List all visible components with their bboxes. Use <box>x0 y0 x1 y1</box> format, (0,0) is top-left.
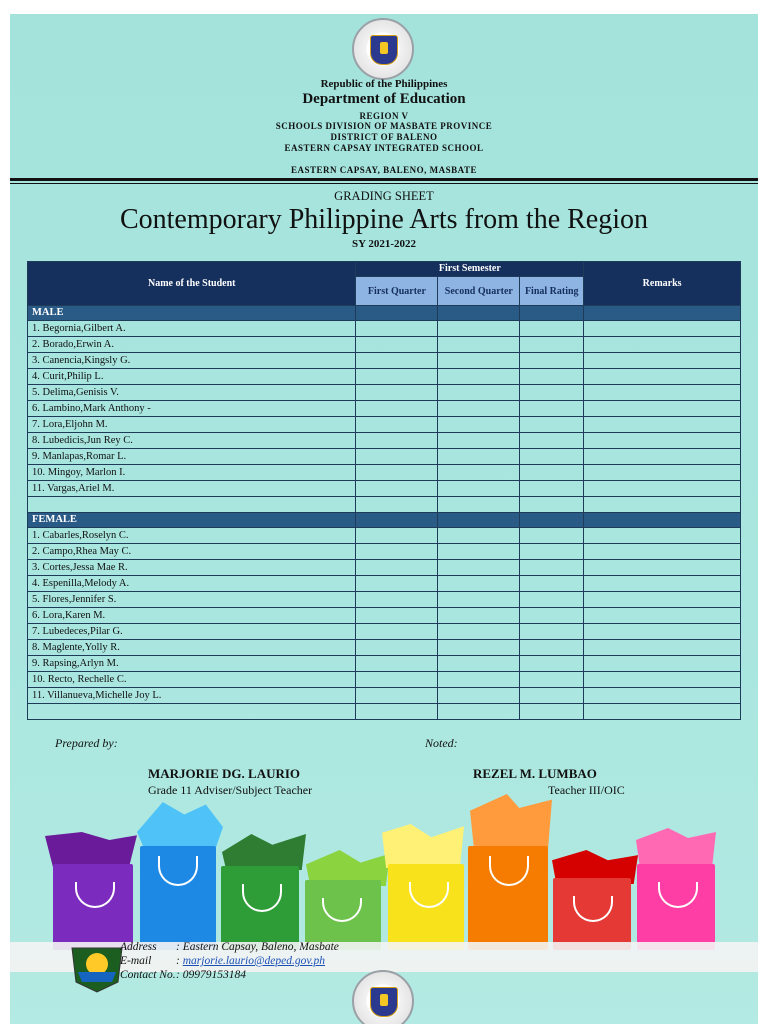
final-rating-cell[interactable] <box>520 640 584 656</box>
student-name: 9. Manlapas,Romar L. <box>28 449 356 465</box>
blue-tissue <box>137 802 223 852</box>
grades-table-body <box>28 306 741 720</box>
first-quarter-cell[interactable] <box>356 544 438 560</box>
second-quarter-cell[interactable] <box>438 401 520 417</box>
first-quarter-cell[interactable] <box>356 640 438 656</box>
first-quarter-cell[interactable] <box>356 560 438 576</box>
green-tissue <box>222 834 306 870</box>
student-row <box>28 656 741 672</box>
second-quarter-cell[interactable] <box>438 608 520 624</box>
second-quarter-cell[interactable] <box>438 576 520 592</box>
section-cell <box>584 513 741 528</box>
final-rating-cell[interactable] <box>520 337 584 353</box>
first-quarter-cell[interactable] <box>356 576 438 592</box>
section-row <box>28 306 741 321</box>
student-name: 6. Lambino,Mark Anthony - <box>28 401 356 417</box>
grading-sheet-page <box>10 14 758 1024</box>
first-quarter-cell[interactable] <box>356 433 438 449</box>
section-cell <box>520 513 584 528</box>
phone-line: Contact No.: 09979153184 <box>120 969 246 981</box>
remarks-cell[interactable] <box>584 337 741 353</box>
second-quarter-cell[interactable] <box>438 592 520 608</box>
remarks-cell[interactable] <box>584 544 741 560</box>
final-rating-cell[interactable] <box>520 369 584 385</box>
student-row <box>28 560 741 576</box>
student-row <box>28 688 741 704</box>
deped-seal-bottom <box>352 970 414 1024</box>
second-quarter-cell[interactable] <box>438 560 520 576</box>
first-quarter-cell[interactable] <box>356 608 438 624</box>
student-row <box>28 544 741 560</box>
student-name: 3. Cortes,Jessa Mae R. <box>28 560 356 576</box>
second-quarter-cell[interactable] <box>438 465 520 481</box>
student-row <box>28 640 741 656</box>
first-quarter-cell[interactable] <box>356 481 438 497</box>
remarks-cell[interactable] <box>584 528 741 544</box>
blank-row <box>28 704 741 720</box>
final-rating-cell[interactable] <box>520 433 584 449</box>
remarks-cell[interactable] <box>584 385 741 401</box>
header-divider-thick <box>10 178 758 181</box>
student-row <box>28 369 741 385</box>
final-rating-cell[interactable] <box>520 481 584 497</box>
first-quarter-cell[interactable] <box>356 624 438 640</box>
section-cell <box>520 306 584 321</box>
remarks-cell[interactable] <box>584 592 741 608</box>
remarks-cell[interactable] <box>584 481 741 497</box>
student-name: 10. Recto, Rechelle C. <box>28 672 356 688</box>
section-label: FEMALE <box>28 513 356 528</box>
final-rating-cell[interactable] <box>520 385 584 401</box>
first-quarter-cell[interactable] <box>356 465 438 481</box>
first-quarter-cell[interactable] <box>356 337 438 353</box>
school-line: EASTERN CAPSAY INTEGRATED SCHOOL <box>284 143 484 153</box>
first-quarter-cell[interactable] <box>356 321 438 337</box>
school-year: SY 2021-2022 <box>351 238 417 250</box>
blank-cell <box>438 704 520 720</box>
student-row <box>28 465 741 481</box>
final-rating-cell[interactable] <box>520 656 584 672</box>
student-row <box>28 624 741 640</box>
col-header-second-quarter: Second Quarter <box>438 277 520 306</box>
preparer-title: Grade 11 Adviser/Subject Teacher <box>148 783 313 797</box>
address-label: Address <box>120 941 157 953</box>
student-row <box>28 576 741 592</box>
section-cell <box>584 306 741 321</box>
school-address-line: EASTERN CAPSAY, BALENO, MASBATE <box>291 165 477 175</box>
remarks-cell[interactable] <box>584 433 741 449</box>
student-row <box>28 417 741 433</box>
second-quarter-cell[interactable] <box>438 640 520 656</box>
phone-value: 09979153184 <box>182 969 246 981</box>
second-quarter-cell[interactable] <box>438 353 520 369</box>
final-rating-cell[interactable] <box>520 560 584 576</box>
remarks-cell[interactable] <box>584 401 741 417</box>
section-cell <box>438 513 520 528</box>
blank-cell <box>356 497 438 513</box>
student-row <box>28 608 741 624</box>
student-name: 10. Mingoy, Marlon I. <box>28 465 356 481</box>
remarks-cell[interactable] <box>584 321 741 337</box>
prepared-by-label: Prepared by: <box>55 736 118 750</box>
second-quarter-cell[interactable] <box>438 337 520 353</box>
remarks-cell[interactable] <box>584 656 741 672</box>
shopping-bags-illustration <box>10 794 758 964</box>
first-quarter-cell[interactable] <box>356 385 438 401</box>
remarks-cell[interactable] <box>584 640 741 656</box>
remarks-cell[interactable] <box>584 688 741 704</box>
second-quarter-cell[interactable] <box>438 417 520 433</box>
first-quarter-cell[interactable] <box>356 528 438 544</box>
noter-name: REZEL M. LUMBAO <box>473 766 597 781</box>
email-label: E-mail <box>120 955 152 967</box>
final-rating-cell[interactable] <box>520 449 584 465</box>
final-rating-cell[interactable] <box>520 353 584 369</box>
first-quarter-cell[interactable] <box>356 449 438 465</box>
student-row <box>28 401 741 417</box>
second-quarter-cell[interactable] <box>438 528 520 544</box>
deped-seal-bottom-emblem <box>370 987 398 1017</box>
subject-title: Contemporary Philippine Arts from the Region <box>119 204 649 235</box>
student-name: 9. Rapsing,Arlyn M. <box>28 656 356 672</box>
student-name: 8. Maglente,Yolly R. <box>28 640 356 656</box>
blank-cell <box>584 497 741 513</box>
student-name: 2. Campo,Rhea May C. <box>28 544 356 560</box>
student-name: 11. Vargas,Ariel M. <box>28 481 356 497</box>
second-quarter-cell[interactable] <box>438 433 520 449</box>
remarks-cell[interactable] <box>584 417 741 433</box>
remarks-cell[interactable] <box>584 672 741 688</box>
final-rating-cell[interactable] <box>520 624 584 640</box>
yellow-tissue <box>382 824 464 868</box>
blank-row <box>28 497 741 513</box>
school-logo <box>68 942 126 994</box>
deped-seal-emblem <box>370 35 398 65</box>
remarks-cell[interactable] <box>584 608 741 624</box>
student-name: 5. Delima,Genisis V. <box>28 385 356 401</box>
student-row <box>28 528 741 544</box>
student-row <box>28 385 741 401</box>
student-name: 6. Lora,Karen M. <box>28 608 356 624</box>
preparer-name: MARJORIE DG. LAURIO <box>148 766 301 781</box>
noted-label: Noted: <box>425 736 458 750</box>
student-name: 3. Canencia,Kingsly G. <box>28 353 356 369</box>
second-quarter-cell[interactable] <box>438 369 520 385</box>
second-quarter-cell[interactable] <box>438 624 520 640</box>
first-quarter-cell[interactable] <box>356 417 438 433</box>
deped-seal-top <box>352 18 414 80</box>
final-rating-cell[interactable] <box>520 672 584 688</box>
second-quarter-cell[interactable] <box>438 688 520 704</box>
blank-cell <box>520 497 584 513</box>
final-rating-cell[interactable] <box>520 608 584 624</box>
student-row <box>28 481 741 497</box>
student-name: 7. Lora,Eljohn M. <box>28 417 356 433</box>
grading-sheet-label: GRADING SHEET <box>334 189 434 203</box>
remarks-cell[interactable] <box>584 465 741 481</box>
address-value: Eastern Capsay, Baleno, Masbate <box>182 941 339 953</box>
address-line: Address : Eastern Capsay, Baleno, Masbate <box>120 941 339 953</box>
header-divider-thin <box>10 183 758 184</box>
first-quarter-cell[interactable] <box>356 592 438 608</box>
blank-cell <box>28 704 356 720</box>
remarks-cell[interactable] <box>584 353 741 369</box>
final-rating-cell[interactable] <box>520 544 584 560</box>
student-name: 5. Flores,Jennifer S. <box>28 592 356 608</box>
col-header-name: Name of the Student <box>28 262 356 306</box>
student-row <box>28 672 741 688</box>
section-cell <box>356 513 438 528</box>
district-line: DISTRICT OF BALENO <box>330 132 438 142</box>
student-name: 2. Borado,Erwin A. <box>28 337 356 353</box>
student-name: 1. Begornia,Gilbert A. <box>28 321 356 337</box>
student-name: 4. Espenilla,Melody A. <box>28 576 356 592</box>
remarks-cell[interactable] <box>584 369 741 385</box>
first-quarter-cell[interactable] <box>356 656 438 672</box>
final-rating-cell[interactable] <box>520 528 584 544</box>
student-row <box>28 321 741 337</box>
noter-title: Teacher III/OIC <box>548 783 625 797</box>
student-row <box>28 433 741 449</box>
final-rating-cell[interactable] <box>520 592 584 608</box>
student-name: 1. Cabarles,Roselyn C. <box>28 528 356 544</box>
final-rating-cell[interactable] <box>520 465 584 481</box>
orange-tissue <box>470 794 552 850</box>
col-header-final-rating: Final Rating <box>520 277 584 306</box>
section-cell <box>438 306 520 321</box>
phone-label: Contact No. <box>120 969 176 981</box>
section-label: MALE <box>28 306 356 321</box>
student-name: 11. Villanueva,Michelle Joy L. <box>28 688 356 704</box>
department-title: Department of Education <box>302 91 466 107</box>
blank-cell <box>520 704 584 720</box>
section-cell <box>356 306 438 321</box>
region-line: REGION V <box>359 111 409 121</box>
second-quarter-cell[interactable] <box>438 656 520 672</box>
first-quarter-cell[interactable] <box>356 688 438 704</box>
student-row <box>28 337 741 353</box>
first-quarter-cell[interactable] <box>356 353 438 369</box>
first-quarter-cell[interactable] <box>356 672 438 688</box>
pink-tissue <box>636 828 716 868</box>
remarks-cell[interactable] <box>584 449 741 465</box>
second-quarter-cell[interactable] <box>438 321 520 337</box>
first-quarter-cell[interactable] <box>356 369 438 385</box>
second-quarter-cell[interactable] <box>438 544 520 560</box>
final-rating-cell[interactable] <box>520 688 584 704</box>
second-quarter-cell[interactable] <box>438 385 520 401</box>
student-name: 7. Lubedeces,Pilar G. <box>28 624 356 640</box>
student-name: 4. Curit,Philip L. <box>28 369 356 385</box>
email-line: E-mail : marjorie.laurio@deped.gov.ph <box>120 955 325 967</box>
student-name: 8. Lubedicis,Jun Rey C. <box>28 433 356 449</box>
second-quarter-cell[interactable] <box>438 672 520 688</box>
student-row <box>28 353 741 369</box>
col-header-semester: First Semester <box>356 262 584 277</box>
final-rating-cell[interactable] <box>520 417 584 433</box>
blank-cell <box>356 704 438 720</box>
final-rating-cell[interactable] <box>520 321 584 337</box>
republic-line: Republic of the Philippines <box>320 78 448 90</box>
email-link[interactable]: marjorie.laurio@deped.gov.ph <box>182 955 325 967</box>
section-row <box>28 513 741 528</box>
col-header-remarks: Remarks <box>584 262 741 306</box>
student-row <box>28 592 741 608</box>
remarks-cell[interactable] <box>584 624 741 640</box>
second-quarter-cell[interactable] <box>438 481 520 497</box>
col-header-first-quarter: First Quarter <box>356 277 438 306</box>
final-rating-cell[interactable] <box>520 401 584 417</box>
division-line: SCHOOLS DIVISION OF MASBATE PROVINCE <box>275 121 493 131</box>
first-quarter-cell[interactable] <box>356 401 438 417</box>
second-quarter-cell[interactable] <box>438 449 520 465</box>
remarks-cell[interactable] <box>584 576 741 592</box>
remarks-cell[interactable] <box>584 560 741 576</box>
grades-table <box>27 261 741 720</box>
blank-cell <box>438 497 520 513</box>
student-row <box>28 449 741 465</box>
final-rating-cell[interactable] <box>520 576 584 592</box>
blank-cell <box>28 497 356 513</box>
blank-cell <box>584 704 741 720</box>
